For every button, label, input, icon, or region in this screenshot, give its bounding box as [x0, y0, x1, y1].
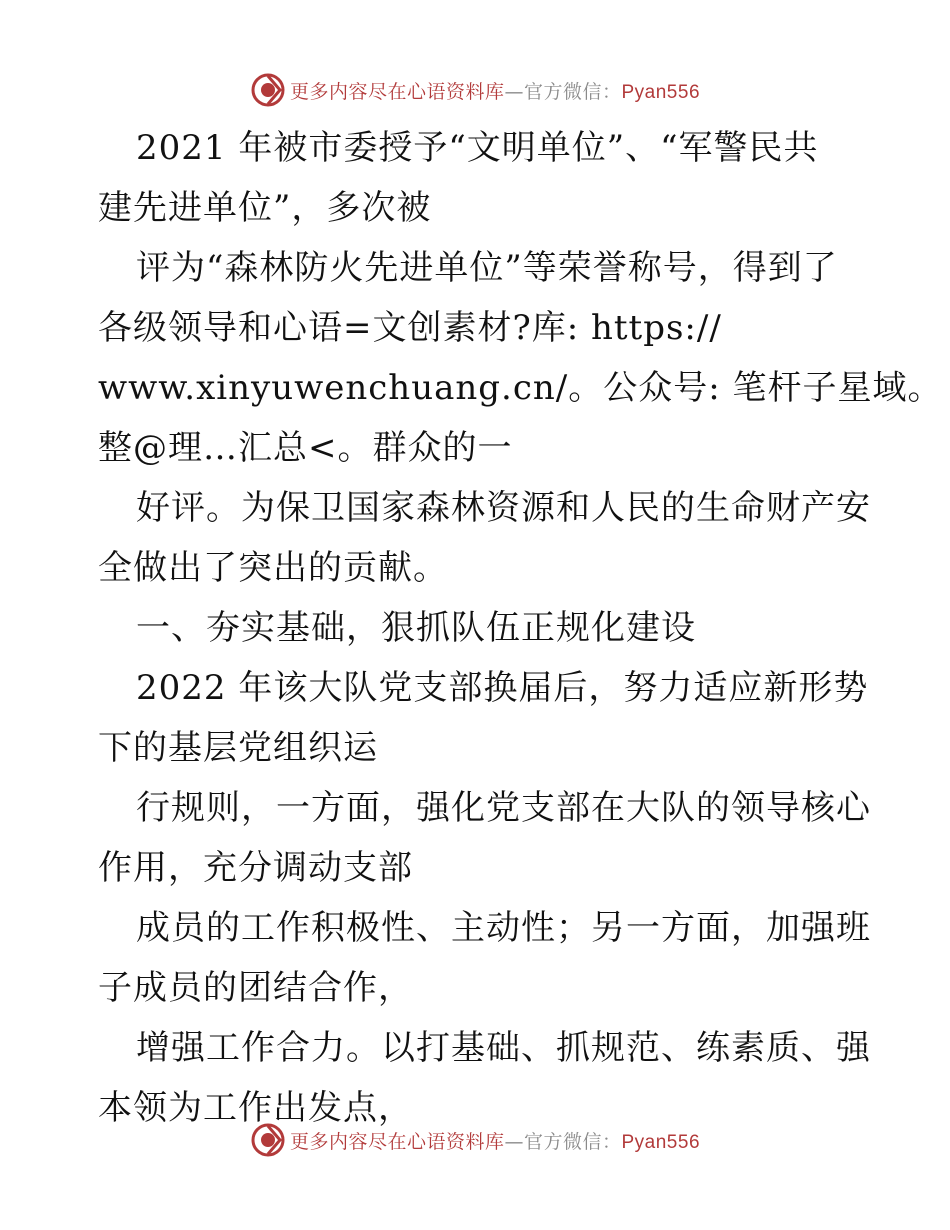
footer-banner-id: Pyan556 — [621, 1131, 701, 1153]
footer-banner-dash: — — [504, 1130, 524, 1153]
footer-banner-label: 官方微信： — [523, 1130, 622, 1153]
text-line: 整@理…汇总<。群众的一 — [98, 428, 513, 468]
header-banner — [0, 70, 950, 110]
text-line: 全做出了突出的贡献。 — [98, 548, 448, 588]
text-line: 子成员的团结合作， — [98, 968, 413, 1008]
logo-icon — [250, 1122, 286, 1158]
footer-banner-text — [290, 1127, 700, 1154]
text-line: www.xinyuwenchuang.cn/。公众号: 笔杆子星域。 — [98, 368, 943, 408]
text-line: 好评。为保卫国家森林资源和人民的生命财产安 — [136, 488, 871, 528]
header-banner-text — [290, 77, 700, 104]
text-line: 下的基层党组织运 — [98, 728, 378, 768]
text-line: 一、夯实基础，狠抓队伍正规化建设 — [136, 608, 696, 648]
footer-banner — [0, 1120, 950, 1160]
text-line: 评为“森林防火先进单位”等荣誉称号，得到了 — [136, 248, 838, 288]
header-banner-label: 官方微信： — [523, 80, 622, 103]
text-line: 2022 年该大队党支部换届后，努力适应新形势 — [136, 668, 869, 708]
header-banner-id: Pyan556 — [621, 81, 701, 103]
text-line: 行规则，一方面，强化党支部在大队的领导核心 — [136, 788, 871, 828]
text-line: 2021 年被市委授予“文明单位”、“军警民共 — [136, 128, 819, 168]
document-body — [98, 118, 943, 1138]
text-line: 作用，充分调动支部 — [98, 848, 413, 888]
text-line: 建先进单位”，多次被 — [98, 188, 432, 228]
text-line: 成员的工作积极性、主动性；另一方面，加强班 — [136, 908, 871, 948]
logo-icon — [250, 72, 286, 108]
footer-banner-main: 更多内容尽在心语资料库 — [289, 1130, 505, 1153]
text-line: 各级领导和心语=文创素材?库: https:// — [98, 308, 722, 348]
text-line: 增强工作合力。以打基础、抓规范、练素质、强 — [136, 1028, 871, 1068]
text-line: 本领为工作出发点， — [98, 1088, 413, 1128]
header-banner-main: 更多内容尽在心语资料库 — [289, 80, 505, 103]
header-banner-dash: — — [504, 80, 524, 103]
